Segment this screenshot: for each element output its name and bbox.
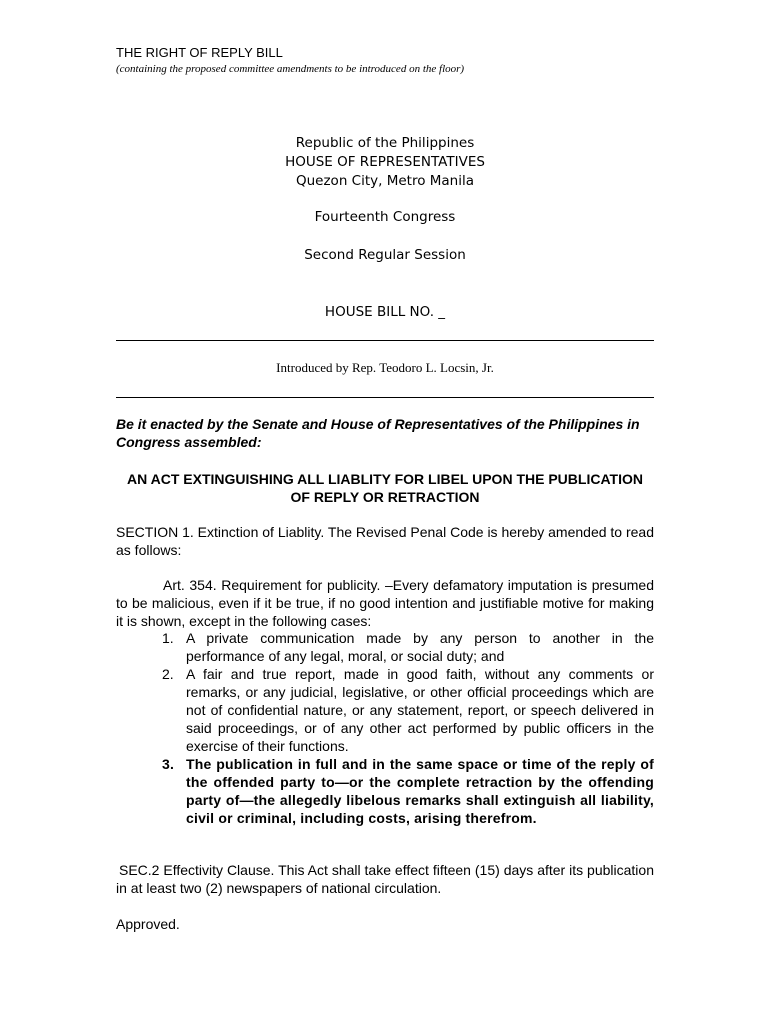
list-item-text: The publication in full and in the same space or time of the reply of the offended party to—or the complete retraction by the offending party of—the allegedly libelous remarks shall extinguish all liability, civil or criminal, including costs, arising therefrom.	[186, 756, 654, 826]
list-item-number: 1.	[162, 630, 174, 646]
enacting-clause: Be it enacted by the Senate and House of Representatives of the Philippines in Congress assembled:	[116, 416, 640, 450]
bottom-divider	[116, 397, 654, 398]
city-line: Quezon City, Metro Manila	[295, 173, 475, 189]
chamber-line: HOUSE OF REPRESENTATIVES	[285, 154, 485, 170]
list-item-text: A private communication made by any person to another in the performance of any legal, moral, or social duty; and	[186, 630, 654, 664]
section-1: SECTION 1. Extinction of Liablity. The Revised Penal Code is hereby amended to read as follows:	[116, 524, 654, 558]
country-line: Republic of the Philippines	[295, 135, 475, 151]
list-item-number: 2.	[162, 666, 174, 682]
session-line: Second Regular Session	[304, 247, 466, 263]
bill-short-title: THE RIGHT OF REPLY BILL	[116, 45, 283, 60]
list-item	[116, 755, 654, 827]
bill-amendment-note: (containing the proposed committee amendments to be introduced on the floor)	[116, 63, 465, 75]
list-item-text: A fair and true report, made in good faith, without any comments or remarks, or any judicial, legislative, or other official proceedings which are not of confidential nature, or any statement, report, or speech delivered in said proceedings, or of any other act performed by public officers in the exercise of their functions.	[186, 666, 654, 754]
list-item-number: 3.	[162, 756, 175, 772]
list-item	[116, 629, 654, 665]
act-title: AN ACT EXTINGUISHING ALL LIABLITY FOR LIBEL UPON THE PUBLICATION OF REPLY OR RETRACTION	[127, 471, 643, 505]
exception-cases-list	[116, 629, 654, 827]
congress-line: Fourteenth Congress	[314, 209, 456, 225]
introduced-by-line: Introduced by Rep. Teodoro L. Locsin, Jr.	[276, 360, 494, 375]
bill-number: HOUSE BILL NO. _	[324, 304, 446, 320]
approved-line: Approved.	[116, 916, 180, 932]
article-354: Art. 354. Requirement for publicity. –Every defamatory imputation is presumed to be malicious, even if it be true, if no good intention and justifiable motive for making it is shown, except in the following cases:	[116, 577, 654, 629]
list-item	[116, 665, 654, 755]
top-divider	[116, 340, 654, 341]
section-2: SEC.2 Effectivity Clause. This Act shall take effect fifteen (15) days after its publication in at least two (2) newspapers of national circulation.	[116, 862, 654, 896]
